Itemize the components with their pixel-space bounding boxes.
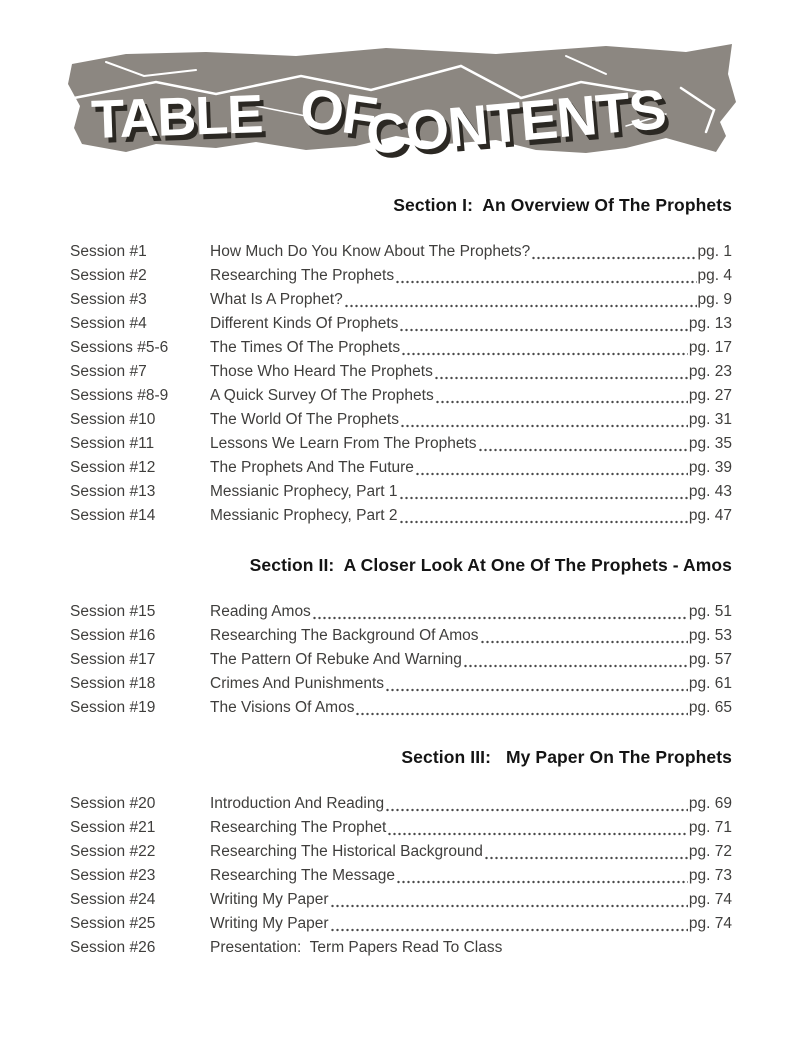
- section-entries: [70, 600, 732, 720]
- page-number: pg. 35: [688, 435, 732, 452]
- entry-title: The Visions Of Amos: [210, 699, 355, 716]
- toc-row: [70, 888, 732, 912]
- dot-leader: [385, 792, 688, 812]
- session-label: Session #19: [70, 699, 156, 716]
- dot-leader: [435, 384, 688, 404]
- entry-title: Presentation: Term Papers Read To Class: [210, 939, 503, 956]
- toc-row: [70, 480, 732, 504]
- toc-row: [70, 432, 732, 456]
- banner-word-of: OF: [296, 75, 381, 149]
- entry-title: Researching The Message: [210, 867, 395, 884]
- entry-title: Researching The Prophets: [210, 267, 395, 284]
- page-number: pg. 13: [688, 315, 732, 332]
- entry-title: The Pattern Of Rebuke And Warning: [210, 651, 462, 668]
- session-label: Session #12: [70, 459, 156, 476]
- session-label: Session #15: [70, 603, 156, 620]
- dot-leader: [330, 912, 688, 932]
- toc-row: [70, 816, 732, 840]
- dot-leader: [531, 240, 696, 260]
- section-entries: [70, 240, 732, 528]
- page-number: pg. 69: [688, 795, 732, 812]
- page-number: pg. 31: [688, 411, 732, 428]
- entry-title: A Quick Survey Of The Prophets: [210, 387, 434, 404]
- toc-row: [70, 360, 732, 384]
- page-number: pg. 43: [688, 483, 732, 500]
- session-label: Session #16: [70, 627, 156, 644]
- entry-title: The Prophets And The Future: [210, 459, 414, 476]
- page-number: pg. 23: [688, 363, 732, 380]
- session-label: Session #3: [70, 291, 147, 308]
- page-number: pg. 39: [688, 459, 732, 476]
- page-number: pg. 74: [688, 915, 732, 932]
- section-heading: Section III: My Paper On The Prophets: [401, 747, 732, 767]
- banner-word-contents: CONTENTS: [363, 77, 668, 166]
- toc-row: [70, 240, 732, 264]
- dot-leader: [312, 600, 688, 620]
- page-number: pg. 53: [688, 627, 732, 644]
- toc-row: [70, 504, 732, 528]
- section-entries: [70, 792, 732, 960]
- dot-leader: [399, 480, 688, 500]
- dot-leader: [503, 936, 731, 956]
- page-number: pg. 72: [688, 843, 732, 860]
- banner-word-table: TABLE: [90, 84, 264, 150]
- session-label: Session #20: [70, 795, 156, 812]
- dot-leader: [480, 624, 688, 644]
- session-label: Session #13: [70, 483, 156, 500]
- dot-leader: [399, 504, 688, 524]
- toc-row: [70, 312, 732, 336]
- entry-title: Introduction And Reading: [210, 795, 385, 812]
- page-number: pg. 4: [697, 267, 732, 284]
- dot-leader: [478, 432, 688, 452]
- dot-leader: [395, 264, 696, 284]
- session-label: Session #11: [70, 435, 155, 452]
- toc-row: [70, 912, 732, 936]
- page-number: pg. 51: [688, 603, 732, 620]
- toc-row: [70, 840, 732, 864]
- entry-title: Crimes And Punishments: [210, 675, 385, 692]
- page-number: pg. 27: [688, 387, 732, 404]
- toc-row: [70, 696, 732, 720]
- entry-title: Messianic Prophecy, Part 1: [210, 483, 398, 500]
- dot-leader: [344, 288, 697, 308]
- entry-title: The Times Of The Prophets: [210, 339, 401, 356]
- page-number: pg. 73: [688, 867, 732, 884]
- entry-title: Lessons We Learn From The Prophets: [210, 435, 477, 452]
- toc-row: [70, 384, 732, 408]
- section-heading: Section II: A Closer Look At One Of The Prophets - Amos: [249, 555, 732, 575]
- session-label: Session #21: [70, 819, 156, 836]
- section-heading: Section I: An Overview Of The Prophets: [393, 195, 732, 215]
- entry-title: Messianic Prophecy, Part 2: [210, 507, 398, 524]
- session-label: Sessions #5-6: [70, 339, 169, 356]
- page-number: pg. 74: [688, 891, 732, 908]
- dot-leader: [385, 672, 688, 692]
- entry-title: Different Kinds Of Prophets: [210, 315, 399, 332]
- entry-title: How Much Do You Know About The Prophets?: [210, 243, 531, 260]
- dot-leader: [399, 312, 687, 332]
- toc-row: [70, 792, 732, 816]
- session-label: Session #18: [70, 675, 156, 692]
- toc-row: [70, 624, 732, 648]
- toc-row: [70, 600, 732, 624]
- page-number: pg. 9: [697, 291, 732, 308]
- session-label: Session #24: [70, 891, 156, 908]
- entry-title: Those Who Heard The Prophets: [210, 363, 433, 380]
- entry-title: Researching The Prophet: [210, 819, 387, 836]
- dot-leader: [396, 864, 688, 884]
- toc-row: [70, 288, 732, 312]
- dot-leader: [401, 336, 688, 356]
- page-number: pg. 65: [688, 699, 732, 716]
- toc-row: [70, 336, 732, 360]
- session-label: Session #10: [70, 411, 156, 428]
- page-number: pg. 57: [688, 651, 732, 668]
- entry-title: Reading Amos: [210, 603, 311, 620]
- page-number: pg. 71: [688, 819, 732, 836]
- session-label: Session #14: [70, 507, 156, 524]
- dot-leader: [355, 696, 687, 716]
- torn-paper-banner: [66, 40, 738, 168]
- session-label: Session #22: [70, 843, 156, 860]
- toc-row: [70, 408, 732, 432]
- session-label: Session #23: [70, 867, 156, 884]
- page-number: pg. 47: [688, 507, 732, 524]
- session-label: Session #17: [70, 651, 156, 668]
- toc-body: [0, 194, 800, 960]
- toc-row: [70, 648, 732, 672]
- dot-leader: [387, 816, 688, 836]
- session-label: Session #1: [70, 243, 147, 260]
- toc-row: [70, 864, 732, 888]
- dot-leader: [415, 456, 688, 476]
- toc-row: [70, 672, 732, 696]
- entry-title: Writing My Paper: [210, 915, 329, 932]
- entry-title: Writing My Paper: [210, 891, 329, 908]
- toc-row: [70, 936, 732, 960]
- session-label: Sessions #8-9: [70, 387, 169, 404]
- entry-title: Researching The Historical Background: [210, 843, 483, 860]
- session-label: Session #25: [70, 915, 156, 932]
- toc-row: [70, 456, 732, 480]
- dot-leader: [484, 840, 688, 860]
- entry-title: What Is A Prophet?: [210, 291, 343, 308]
- dot-leader: [434, 360, 688, 380]
- session-label: Session #4: [70, 315, 147, 332]
- toc-banner: [0, 0, 800, 168]
- dot-leader: [330, 888, 688, 908]
- dot-leader: [463, 648, 688, 668]
- session-label: Session #26: [70, 939, 156, 956]
- page-number: pg. 61: [688, 675, 732, 692]
- toc-row: [70, 264, 732, 288]
- page-number: pg. 17: [688, 339, 732, 356]
- dot-leader: [400, 408, 688, 428]
- entry-title: Researching The Background Of Amos: [210, 627, 479, 644]
- page-number: pg. 1: [697, 243, 732, 260]
- session-label: Session #2: [70, 267, 147, 284]
- session-label: Session #7: [70, 363, 147, 380]
- entry-title: The World Of The Prophets: [210, 411, 399, 428]
